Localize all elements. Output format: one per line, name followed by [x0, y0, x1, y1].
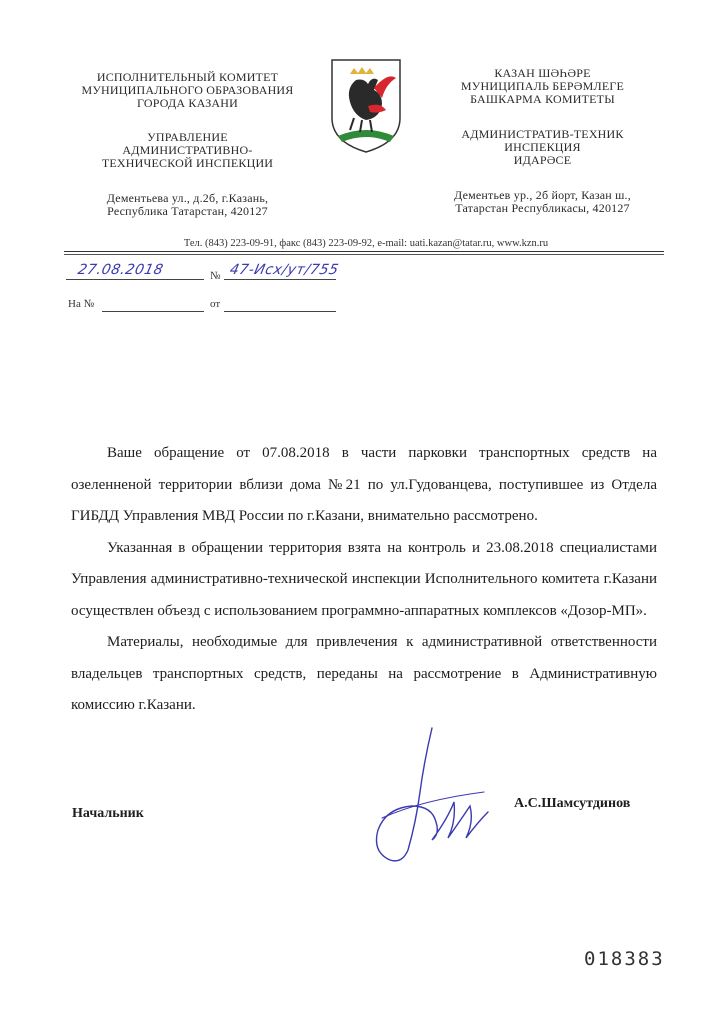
header-ru-org-line: МУНИЦИПАЛЬНОГО ОБРАЗОВАНИЯ	[81, 83, 294, 97]
in-reply-underline	[102, 297, 204, 312]
header-ru-address	[60, 192, 315, 218]
header-tt-address-line: Татарстан Республикасы, 420127	[455, 201, 630, 215]
header-divider-secondary	[64, 254, 664, 255]
header-tt-address-line: Дементьев ур., 2б йорт, Казан ш.,	[454, 188, 631, 202]
header-tt-org-line: КАЗАН ШӘҺӘРЕ	[494, 66, 591, 80]
header-tt-dept-line: ИДАРӘСЕ	[513, 153, 572, 167]
header-tt-dept-line: АДМИНИСТРАТИВ-ТЕХНИК	[461, 127, 624, 141]
handwritten-signature-icon	[362, 722, 492, 872]
in-reply-label: На №	[68, 298, 95, 310]
from-label: от	[210, 298, 221, 310]
header-tt-dept-line: ИНСПЕКЦИЯ	[504, 140, 581, 154]
header-tt-org-line: МУНИЦИПАЛЬ БЕРӘМЛЕГЕ	[460, 79, 625, 93]
header-ru-dept	[60, 131, 315, 170]
body-paragraph: Материалы, необходимые для привлечения к административной ответственности владельцев транспортных средств, переданы на рассмотрение в Административную комиссию г.Казани.	[71, 634, 657, 713]
registration-date: 27.08.2018	[76, 262, 165, 278]
signer-role: Начальник	[72, 806, 144, 821]
header-tt-org	[420, 67, 665, 106]
header-ru-org	[60, 71, 315, 110]
header-tt-dept	[420, 128, 665, 167]
header-ru-org-line: ГОРОДА КАЗАНИ	[136, 96, 239, 110]
number-label: №	[210, 270, 221, 282]
header-tt-org-line: БАШКАРМА КОМИТЕТЫ	[470, 92, 615, 106]
header-ru-dept-line: УПРАВЛЕНИЕ	[147, 130, 228, 144]
signer-name: А.С.Шамсутдинов	[514, 796, 631, 811]
from-underline	[224, 297, 336, 312]
header-ru-address-line: Дементьева ул., д.2б, г.Казань,	[106, 191, 269, 205]
header-ru-org-line: ИСПОЛНИТЕЛЬНЫЙ КОМИТЕТ	[96, 70, 279, 84]
letter-body	[71, 438, 657, 722]
body-paragraph: Указанная в обращении территория взята на контроль и 23.08.2018 специалистами Управления административно-технической инспекции Исполнительного комитета г.Казани осуществлен объезд с использованием программно-аппаратных комплексов «Дозор-МП».	[71, 539, 657, 619]
header-ru-dept-line: АДМИНИСТРАТИВНО-	[122, 143, 253, 157]
header-tt-address	[420, 189, 665, 215]
header-divider	[64, 251, 664, 252]
header-ru-address-line: Республика Татарстан, 420127	[107, 204, 268, 218]
registration-number: 47-Исх/ут/755	[228, 262, 341, 278]
contact-line: Тел. (843) 223-09-91, факс (843) 223-09-92, e-mail: uati.kazan@tatar.ru, www.kzn.ru	[183, 238, 549, 249]
kazan-coat-of-arms-icon	[328, 58, 404, 154]
header-ru-dept-line: ТЕХНИЧЕСКОЙ ИНСПЕКЦИИ	[101, 156, 274, 170]
document-serial-number: 018383	[584, 948, 665, 970]
body-paragraph: Ваше обращение от 07.08.2018 в части парковки транспортных средств на озеленненой территории вблизи дома №21 по ул.Гудованцева, поступившее из Отдела ГИБДД Управления МВД России по г.Казани, внимательно рассмотрено.	[71, 445, 657, 524]
